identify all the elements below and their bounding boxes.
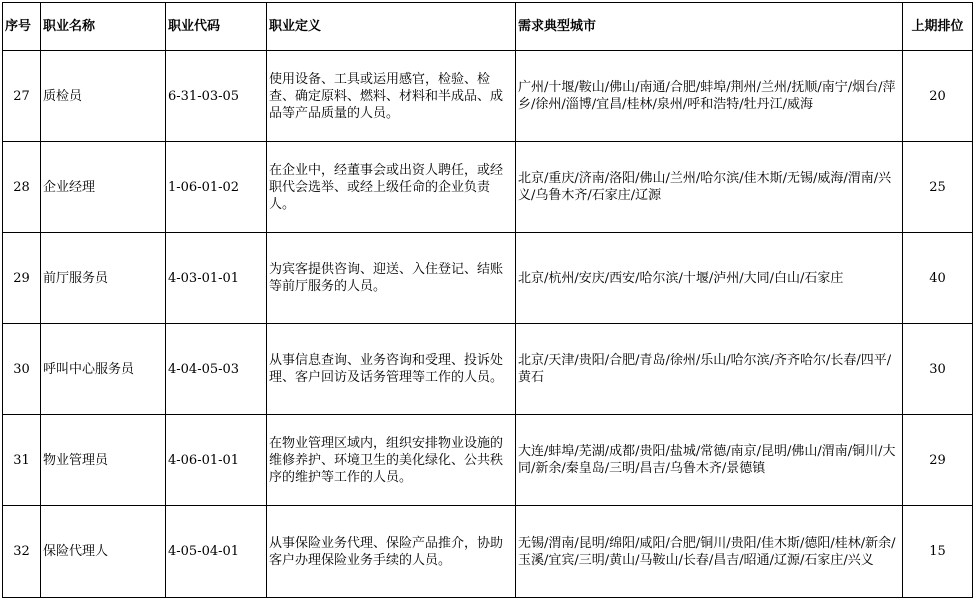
cell-name: 保险代理人: [41, 506, 166, 598]
header-no: 序号: [3, 3, 41, 51]
cell-name: 呼叫中心服务员: [41, 324, 166, 415]
table-row: [3, 142, 973, 233]
cell-code: 1-06-01-02: [166, 142, 267, 233]
cell-rank: 29: [903, 415, 973, 506]
header-rank: 上期排位: [903, 3, 973, 51]
cell-code: 4-04-05-03: [166, 324, 267, 415]
cell-name: 企业经理: [41, 142, 166, 233]
cell-rank: 40: [903, 233, 973, 324]
cell-name: 前厅服务员: [41, 233, 166, 324]
table-row: [3, 415, 973, 506]
table-row: [3, 233, 973, 324]
cell-name: 物业管理员: [41, 415, 166, 506]
cell-no: 32: [3, 506, 41, 598]
header-definition: 职业定义: [267, 3, 516, 51]
table-row: [3, 51, 973, 142]
cell-cities: 北京/天津/贵阳/合肥/青岛/徐州/乐山/哈尔滨/齐齐哈尔/长春/四平/黄石: [516, 324, 903, 415]
cell-rank: 15: [903, 506, 973, 598]
table-header: [3, 3, 973, 51]
cell-cities: 广州/十堰/鞍山/佛山/南通/合肥/蚌埠/荆州/兰州/抚顺/南宁/烟台/萍乡/徐州/淄博/宜昌/桂林/泉州/呼和浩特/牡丹江/威海: [516, 51, 903, 142]
cell-cities: 无锡/渭南/昆明/绵阳/咸阳/合肥/铜川/贵阳/佳木斯/德阳/桂林/新余/玉溪/宜宾/三明/黄山/马鞍山/长春/昌吉/昭通/辽源/石家庄/兴义: [516, 506, 903, 598]
cell-definition: 使用设备、工具或运用感官，检验、检查、确定原料、燃料、材料和半成品、成品等产品质量的人员。: [267, 51, 516, 142]
cell-code: 4-03-01-01: [166, 233, 267, 324]
header-row: [3, 3, 973, 51]
cell-name: 质检员: [41, 51, 166, 142]
table-row: [3, 506, 973, 598]
cell-rank: 30: [903, 324, 973, 415]
cell-definition: 在企业中，经董事会或出资人聘任，或经职代会选举、或经上级任命的企业负责人。: [267, 142, 516, 233]
cell-no: 29: [3, 233, 41, 324]
cell-rank: 25: [903, 142, 973, 233]
cell-definition: 从事信息查询、业务咨询和受理、投诉处理、客户回访及话务管理等工作的人员。: [267, 324, 516, 415]
header-cities: 需求典型城市: [516, 3, 903, 51]
cell-code: 4-05-04-01: [166, 506, 267, 598]
table-row: [3, 324, 973, 415]
cell-code: 4-06-01-01: [166, 415, 267, 506]
cell-no: 30: [3, 324, 41, 415]
header-name: 职业名称: [41, 3, 166, 51]
cell-definition: 从事保险业务代理、保险产品推介，协助客户办理保险业务手续的人员。: [267, 506, 516, 598]
cell-definition: 在物业管理区域内，组织安排物业设施的维修养护、环境卫生的美化绿化、公共秩序的维护等工作的人员。: [267, 415, 516, 506]
cell-no: 28: [3, 142, 41, 233]
cell-no: 27: [3, 51, 41, 142]
occupation-demand-table: [2, 2, 973, 598]
cell-rank: 20: [903, 51, 973, 142]
cell-definition: 为宾客提供咨询、迎送、入住登记、结账等前厅服务的人员。: [267, 233, 516, 324]
header-code: 职业代码: [166, 3, 267, 51]
table-body: [3, 51, 973, 598]
cell-cities: 北京/重庆/济南/洛阳/佛山/兰州/哈尔滨/佳木斯/无锡/威海/渭南/兴义/乌鲁木齐/石家庄/辽源: [516, 142, 903, 233]
cell-cities: 北京/杭州/安庆/西安/哈尔滨/十堰/泸州/大同/白山/石家庄: [516, 233, 903, 324]
cell-cities: 大连/蚌埠/芜湖/成都/贵阳/盐城/常德/南京/昆明/佛山/渭南/铜川/大同/新余/秦皇岛/三明/昌吉/乌鲁木齐/景德镇: [516, 415, 903, 506]
cell-no: 31: [3, 415, 41, 506]
cell-code: 6-31-03-05: [166, 51, 267, 142]
